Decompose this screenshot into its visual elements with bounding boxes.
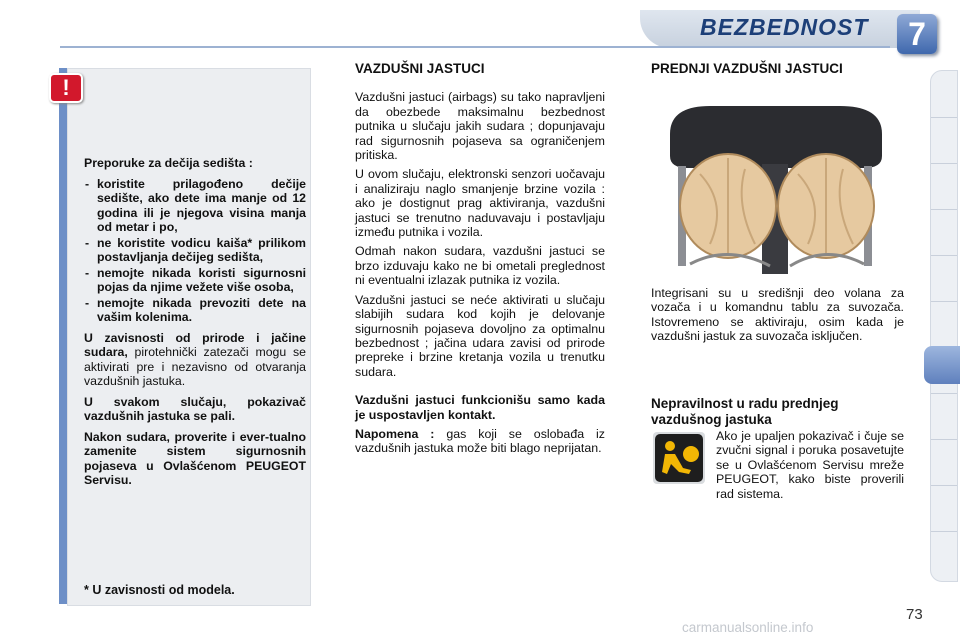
- warning-footnote: * U zavisnosti od modela.: [84, 583, 235, 597]
- malfunction-heading: Nepravilnost u radu prednjeg vazdušnog jastuka: [651, 396, 839, 427]
- front-airbags-photo: [650, 94, 900, 274]
- warning-list-item: - koristite prilagođeno dečije sedište, ako dete ima manje od 12 godina ili je njegova visina manja od metar i po,: [84, 177, 306, 235]
- section-title: PREDNJI VAZDUŠNI JASTUCI: [651, 61, 843, 76]
- paragraph: Odmah nakon sudara, vazdušni jastuci se brzo izduvaju kako ne bi ometali preglednost ni eventualni izlazak putnika iz vozila.: [355, 244, 605, 288]
- paragraph: U ovom slučaju, elektronski senzori uočavaju i analiziraju naglo smanjenje brzine vozila : ako je dostignut prag aktiviranja, vazdušni jastuci se trenutno naduvavaju i postavljaju između putnika i vozila.: [355, 167, 605, 240]
- chapter-tab-strip[interactable]: [930, 70, 958, 582]
- warning-strip: [59, 68, 67, 604]
- page-number: 73: [906, 606, 923, 623]
- warning-list-item: - nemojte nikada prevoziti dete na vašim kolenima.: [84, 296, 306, 325]
- chapter-title: BEZBEDNOST: [700, 14, 869, 40]
- warning-paragraph-indicator: U svakom slučaju, pokazivač vazdušnih jastuka se pali.: [84, 394, 306, 423]
- warning-exclamation-icon: !: [49, 73, 83, 103]
- airbags-section: [355, 62, 605, 461]
- front-airbags-section: [651, 62, 906, 90]
- warning-list-item: - ne koristite vodicu kaiša* prilikom postavljanja dečijeg sedišta,: [84, 236, 306, 265]
- header-rule: [60, 46, 890, 48]
- bold-note: Vazdušni jastuci funkcionišu samo kada je uspostavljen kontakt.: [355, 393, 605, 422]
- warning-list: [84, 177, 306, 325]
- chapter-tab-active[interactable]: [924, 346, 960, 384]
- section-title: VAZDUŠNI JASTUCI: [355, 61, 485, 76]
- paragraph: Vazdušni jastuci se neće aktivirati u slučaju slabijih sudara kod kojih je delovanje sigurnosnih pojaseva dovoljno za optimalnu bezbednost ; jačina udara zavisi od prirode prepreke i brzine kretanja vozila u trenutku sudara.: [355, 292, 605, 379]
- airbag-warning-icon: [653, 432, 705, 484]
- note-paragraph: Napomena : gas koji se oslobađa iz vazdušnih jastuka može biti blago neprijatan.: [355, 426, 605, 456]
- watermark: carmanualsonline.info: [682, 620, 814, 635]
- warning-heading: Preporuke za dečija sedišta :: [84, 156, 253, 170]
- paragraph: Vazdušni jastuci (airbags) su tako napravljeni da obezbede maksimalnu bezbednost putnika u slučaju jakih sudara ; dopunjavaju rad sigurnosnih pojaseva sa ograničenjem pritiska.: [355, 90, 605, 163]
- warning-list-item: - nemojte nikada koristi sigurnosni pojas da njime vežete više osoba,: [84, 266, 306, 295]
- warning-paragraph-pretensioners: U zavisnosti od prirode i jačine sudara, pirotehnički zatezači mogu se aktivirati pre i nezavisno od otvaranja vazdušnih jastuka.: [84, 330, 306, 388]
- warning-content: [84, 156, 306, 494]
- warning-paragraph-service: Nakon sudara, proverite i ever-tualno zamenite sistem sigurnosnih pojaseva u Ovlašćenom PEUGEOT Servisu.: [84, 429, 306, 487]
- malfunction-paragraph: Ako je upaljen pokazivač i čuje se zvučni signal i poruka posavetujte se u Ovlašćenom Servisu mreže PEUGEOT, kako biste proverili rad sistema.: [716, 429, 904, 501]
- front-airbags-paragraph: Integrisani su u središnji deo volana za vozača i u komandnu tablu za suvozača. Istovremeno se aktiviraju, osim kada je vazdušni jastuk za suvozača isključen.: [651, 286, 904, 344]
- chapter-number-badge: 7: [897, 14, 937, 54]
